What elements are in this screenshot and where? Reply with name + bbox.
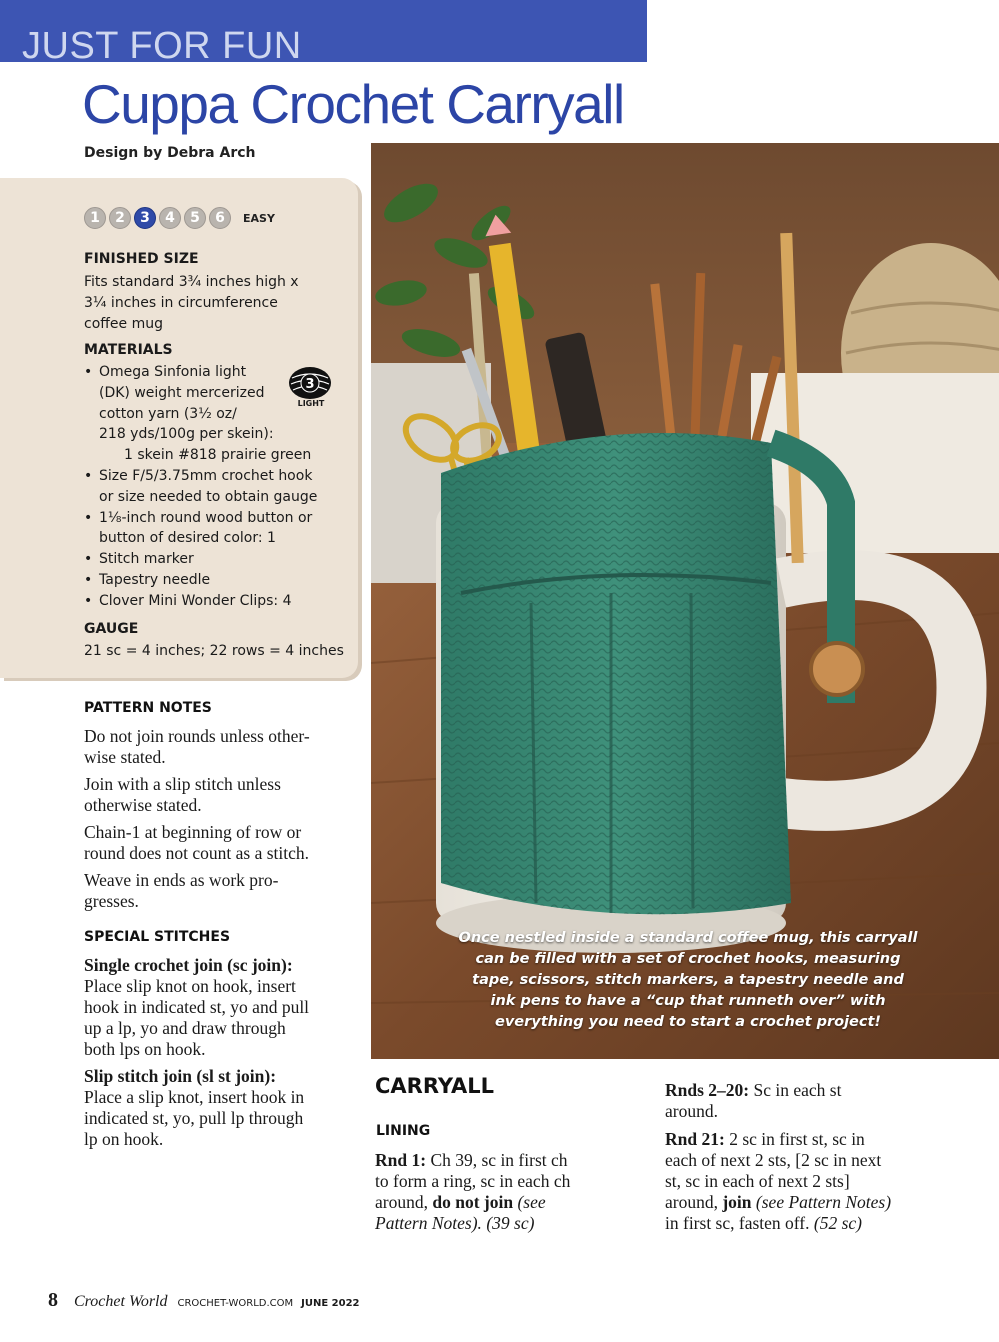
magazine-name: Crochet World — [74, 1293, 168, 1310]
yarn-weight-icon — [286, 366, 336, 412]
rnd21-instructions: Rnd 21: 2 sc in first st, sc in each of next 2 sts, [2 sc in next st, sc in each of next 2 sts] around, join (see Pattern Notes) in first sc, fasten off. (52 sc) — [665, 1129, 892, 1233]
skill-level-6: 6 — [209, 207, 231, 229]
materials-item: • 1⅛-inch round wood button or — [84, 508, 354, 529]
skill-level-1: 1 — [84, 207, 106, 229]
photo-caption: Once nestled inside a standard coffee mug, this carryall can be filled with a set of crochet hooks, measuring tape, scissors, stitch markers, a tapestry needle and ink pens to have a “cup that runneth over” with everything you need to start a crochet project! — [458, 930, 918, 1030]
materials-item: • Clover Mini Wonder Clips: 4 — [84, 591, 354, 612]
finished-size-line: Fits standard 3¾ inches high x — [84, 274, 299, 290]
skill-level-label: EASY — [243, 211, 275, 225]
gauge-heading: GAUGE — [84, 621, 139, 637]
special-stitches: Single crochet join (sc join): Place slip knot on hook, insert hook in indicated st, yo and pull up a lp, yo and draw through both lps on hook. Slip stitch join (sl st join): Place a slip knot, insert hook in indicated st, yo, pull lp through lp on hook. — [84, 955, 310, 1149]
rnd1-instructions: Rnd 1: Ch 39, sc in first ch to form a ring, sc in each ch around, do not join (see Pattern Notes). (39 sc) — [375, 1150, 571, 1233]
materials-item-cont: (DK) weight mercerized — [99, 384, 265, 401]
materials-item-cont: cotton yarn (3½ oz/ — [99, 405, 237, 422]
sl-st-join-title: Slip stitch join (sl st join): — [84, 1066, 277, 1086]
materials-item: • Stitch marker — [84, 549, 354, 570]
skill-level-3: 3 — [134, 207, 156, 229]
materials-item: • Omega Sinfonia light — [84, 362, 354, 383]
materials-item: • Tapestry needle — [84, 570, 354, 591]
issue-date: JUNE 2022 — [301, 1298, 360, 1309]
materials-item-cont: 1 skein #818 prairie green — [124, 447, 312, 464]
rnds2-20-instructions: Rnds 2–20: Sc in each st around. — [665, 1080, 842, 1121]
skill-level-4: 4 — [159, 207, 181, 229]
header-bar — [0, 0, 647, 62]
designer-name: Debra Arch — [167, 145, 256, 161]
magazine-url: CROCHET-WORLD.COM — [177, 1298, 294, 1309]
materials-item-cont: button of desired color: 1 — [99, 530, 276, 547]
special-stitches-heading: SPECIAL STITCHES — [84, 929, 231, 945]
byline — [84, 145, 256, 161]
gauge-text: 21 sc = 4 inches; 22 rows = 4 inches — [84, 643, 344, 659]
yarn-weight-number: 3 — [305, 377, 315, 392]
byline-prefix: Design by — [84, 145, 163, 161]
sc-join-title: Single crochet join (sc join): — [84, 955, 293, 975]
materials-item-cont: or size needed to obtain gauge — [99, 488, 318, 505]
finished-size-text — [84, 272, 299, 334]
materials-heading: MATERIALS — [84, 342, 173, 358]
materials-item: • Size F/5/3.75mm crochet hook — [84, 466, 354, 487]
finished-size-line: 3¼ inches in circumference — [84, 294, 278, 311]
lining-heading: LINING — [376, 1123, 431, 1139]
skill-level-2: 2 — [109, 207, 131, 229]
finished-size-heading: FINISHED SIZE — [84, 251, 199, 267]
materials-item-cont: 218 yds/100g per skein): — [99, 426, 274, 443]
finished-size-line: coffee mug — [84, 315, 163, 332]
carryall-heading: CARRYALL — [375, 1074, 495, 1098]
page-footer — [48, 1289, 368, 1312]
yarn-weight-label: LIGHT — [297, 399, 325, 408]
pattern-notes: Do not join rounds unless other- wise stated. Join with a slip stitch unless otherwise stated. Chain-1 at beginning of row or round does not count as a stitch. Weave in ends as work pro- gresses. — [84, 726, 310, 911]
page-number: 8 — [48, 1289, 58, 1311]
project-photo — [371, 143, 999, 1059]
page-title: Cuppa Crochet Carryall — [82, 73, 624, 135]
section-label: JUST FOR FUN — [22, 25, 302, 62]
skill-level-icon — [84, 207, 275, 229]
pattern-notes-heading: PATTERN NOTES — [84, 700, 212, 716]
skill-level-5: 5 — [184, 207, 206, 229]
